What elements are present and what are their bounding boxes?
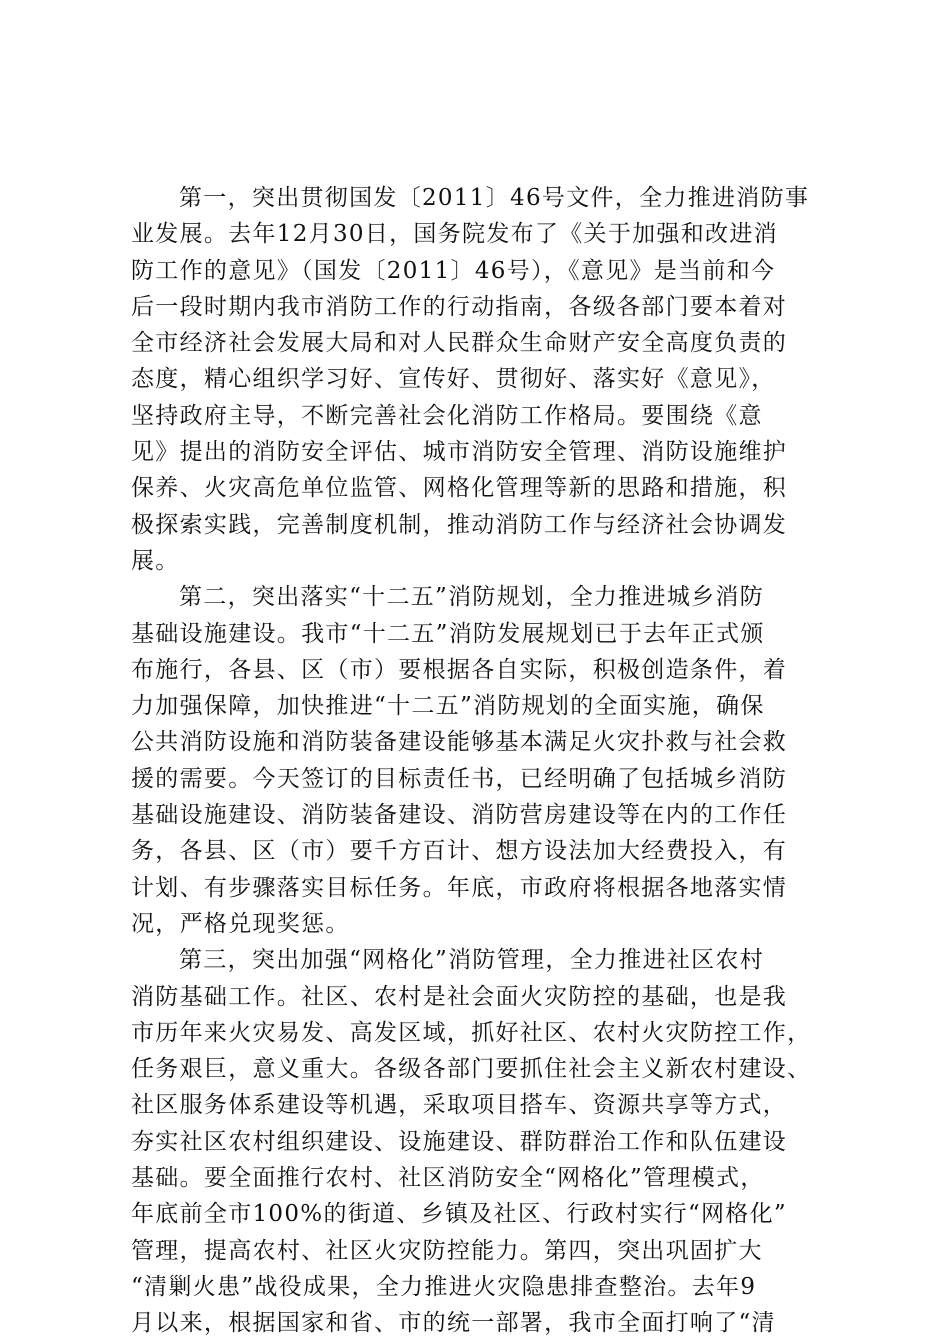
- text-line: 计划、有步骤落实目标任务。年底，市政府将根据各地落实情: [131, 874, 788, 901]
- text-line: 援的需要。今天签订的目标责任书，已经明确了包括城乡消防: [131, 765, 788, 792]
- text-line: 夯实社区农村组织建设、设施建设、群防群治工作和队伍建设: [131, 1128, 788, 1155]
- text-line: 第三，突出加强“网格化”消防管理，全力推进社区农村: [179, 947, 765, 974]
- text-line: 市历年来火灾易发、高发区域，抓好社区、农村火灾防控工作，: [131, 1019, 812, 1046]
- text-line: 公共消防设施和消防装备建设能够基本满足火灾扑救与社会救: [131, 729, 788, 756]
- text-line: 基础。要全面推行农村、社区消防安全“网格化”管理模式，: [131, 1165, 765, 1192]
- text-line: 极探索实践，完善制度机制，推动消防工作与经济社会协调发: [131, 511, 788, 538]
- text-line: 第一，突出贯彻国发〔2011〕46号文件，全力推进消防事: [179, 185, 810, 211]
- text-line: 况，严格兑现奖惩。: [131, 910, 350, 937]
- text-line: 展。: [131, 547, 180, 574]
- text-line: 消防基础工作。社区、农村是社会面火灾防控的基础，也是我: [131, 983, 788, 1010]
- text-line: “清剿火患”战役成果，全力推进火灾隐患排查整治。去年9: [131, 1273, 757, 1300]
- text-line: 管理，提高农村、社区火灾防控能力。第四，突出巩固扩大: [131, 1237, 763, 1264]
- text-line: 业发展。去年12月30日，国务院发布了《关于加强和改进消: [131, 221, 778, 248]
- text-line: 见》提出的消防安全评估、城市消防安全管理、消防设施维护: [131, 439, 788, 466]
- text-line: 第二，突出落实“十二五”消防规划，全力推进城乡消防: [179, 584, 765, 611]
- text-line: 坚持政府主导，不断完善社会化消防工作格局。要围绕《意: [131, 402, 763, 429]
- text-line: 任务艰巨，意义重大。各级各部门要抓住社会主义新农村建设、: [131, 1056, 812, 1083]
- text-line: 务，各县、区（市）要千方百计、想方设法加大经费投入，有: [131, 838, 788, 865]
- text-line: 全市经济社会发展大局和对人民群众生命财产安全高度负责的: [131, 330, 788, 357]
- text-line: 布施行，各县、区（市）要根据各自实际，积极创造条件，着: [131, 656, 788, 683]
- text-line: 态度，精心组织学习好、宣传好、贯彻好、落实好《意见》，: [131, 366, 776, 393]
- text-line: 力加强保障，加快推进“十二五”消防规划的全面实施，确保: [131, 693, 765, 720]
- text-line: 保养、火灾高危单位监管、网格化管理等新的思路和措施，积: [131, 475, 788, 502]
- text-line: 年底前全市100%的街道、乡镇及社区、行政村实行“网格化”: [131, 1201, 787, 1228]
- text-line: 后一段时期内我市消防工作的行动指南，各级各部门要本着对: [131, 293, 788, 320]
- text-line: 月以来，根据国家和省、市的统一部署，我市全面打响了“清: [131, 1310, 776, 1337]
- text-line: 防工作的意见》（国发〔2011〕46号），《意见》是当前和今: [131, 257, 776, 284]
- text-line: 基础设施建设。我市“十二五”消防发展规划已于去年正式颁: [131, 620, 765, 647]
- text-line: 社区服务体系建设等机遇，采取项目搭车、资源共享等方式，: [131, 1092, 788, 1119]
- document-body: [131, 180, 831, 1342]
- text-line: 基础设施建设、消防装备建设、消防营房建设等在内的工作任: [131, 802, 788, 829]
